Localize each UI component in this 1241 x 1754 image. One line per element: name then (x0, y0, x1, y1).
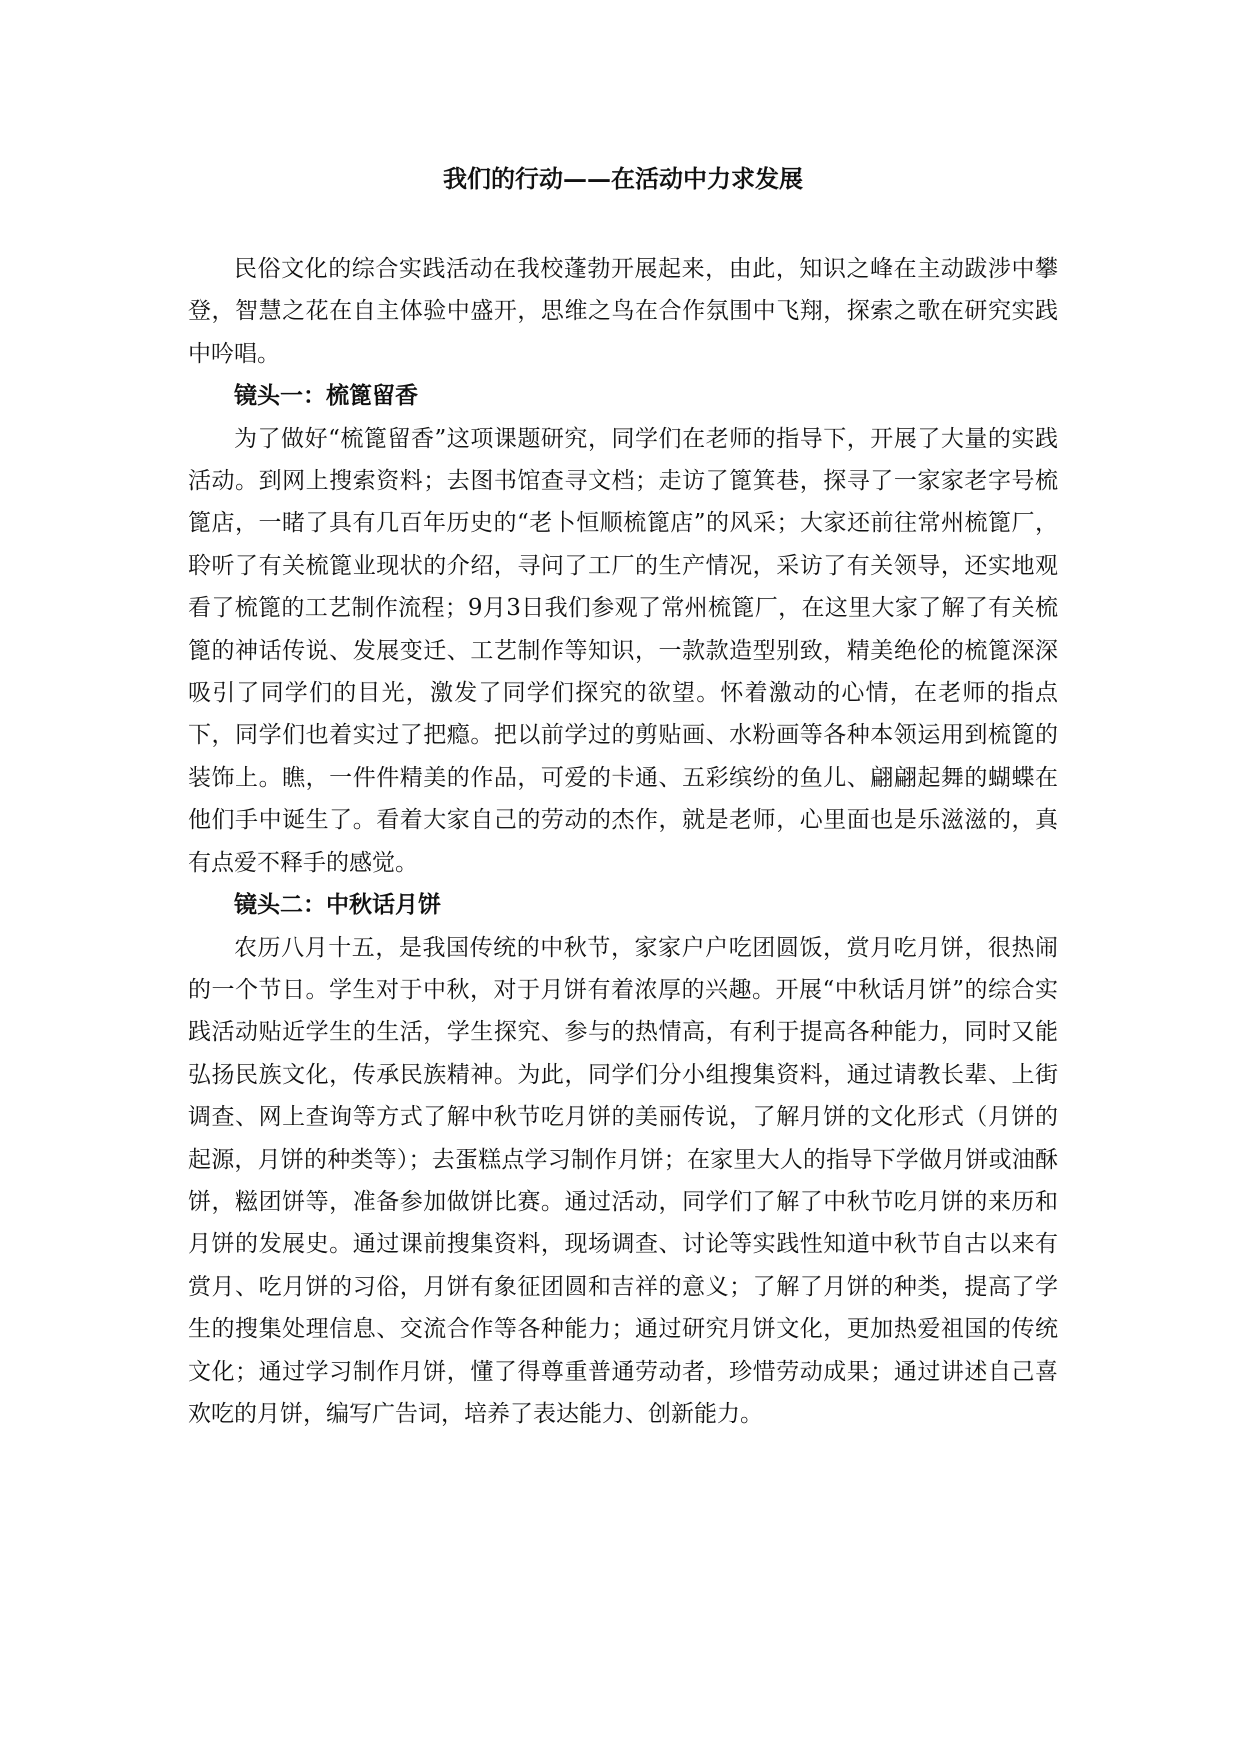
section-heading-2: 镜头二：中秋话月饼 (234, 891, 441, 919)
document-title: 我们的行动——在活动中力求发展 (443, 164, 803, 193)
section-heading-1: 镜头一：梳篦留香 (234, 382, 418, 410)
section-body-1: 为了做好“梳篦留香”这项课题研究，同学们在老师的指导下，开展了大量的实践活动。到网上搜索资料；去图书馆查寻文档；走访了篦箕巷，探寻了一家家老字号梳篦店，一睹了具有几百年历史的“老卜恒顺梳篦店”的风采；大家还前往常州梳篦厂，聆听了有关梳篦业现状的介绍，寻问了工厂的生产情况，采访了有关领导，还实地观看了梳篦的工艺制作流程；9月3日我们参观了常州梳篦厂，在这里大家了解了有关梳篦的神话传说、发展变迁、工艺制作等知识，一款款造型别致，精美绝伦的梳篦深深吸引了同学们的目光，激发了同学们探究的欲望。怀着激动的心情，在老师的指点下，同学们也着实过了把瘾。把以前学过的剪贴画、水粉画等各种本领运用到梳篦的装饰上。瞧，一件件精美的作品，可爱的卡通、五彩缤纷的鱼儿、翩翩起舞的蝴蝶在他们手中诞生了。看着大家自己的劳动的杰作，就是老师，心里面也是乐滋滋的，真有点爱不释手的感觉。 (188, 425, 1058, 876)
document-content (188, 160, 1058, 1435)
intro-paragraph: 民俗文化的综合实践活动在我校蓬勃开展起来，由此，知识之峰在主动跋涉中攀登，智慧之花在自主体验中盛开，思维之鸟在合作氛围中飞翔，探索之歌在研究实践中吟唱。 (188, 256, 1058, 367)
section-body-2: 农历八月十五，是我国传统的中秋节，家家户户吃团圆饭，赏月吃月饼，很热闹的一个节日。学生对于中秋，对于月饼有着浓厚的兴趣。开展“中秋话月饼”的综合实践活动贴近学生的生活，学生探究、参与的热情高，有利于提高各种能力，同时又能弘扬民族文化，传承民族精神。为此，同学们分小组搜集资料，通过请教长辈、上街调查、网上查询等方式了解中秋节吃月饼的美丽传说，了解月饼的文化形式（月饼的起源，月饼的种类等）；去蛋糕点学习制作月饼；在家里大人的指导下学做月饼或油酥饼，糍团饼等，准备参加做饼比赛。通过活动，同学们了解了中秋节吃月饼的来历和月饼的发展史。通过课前搜集资料，现场调查、讨论等实践性知道中秋节自古以来有赏月、吃月饼的习俗，月饼有象征团圆和吉祥的意义；了解了月饼的种类，提高了学生的搜集处理信息、交流合作等各种能力；通过研究月饼文化，更加热爱祖国的传统文化；通过学习制作月饼，懂了得尊重普通劳动者，珍惜劳动成果；通过讲述自己喜欢吃的月饼，编写广告词，培养了表达能力、创新能力。 (188, 934, 1058, 1427)
